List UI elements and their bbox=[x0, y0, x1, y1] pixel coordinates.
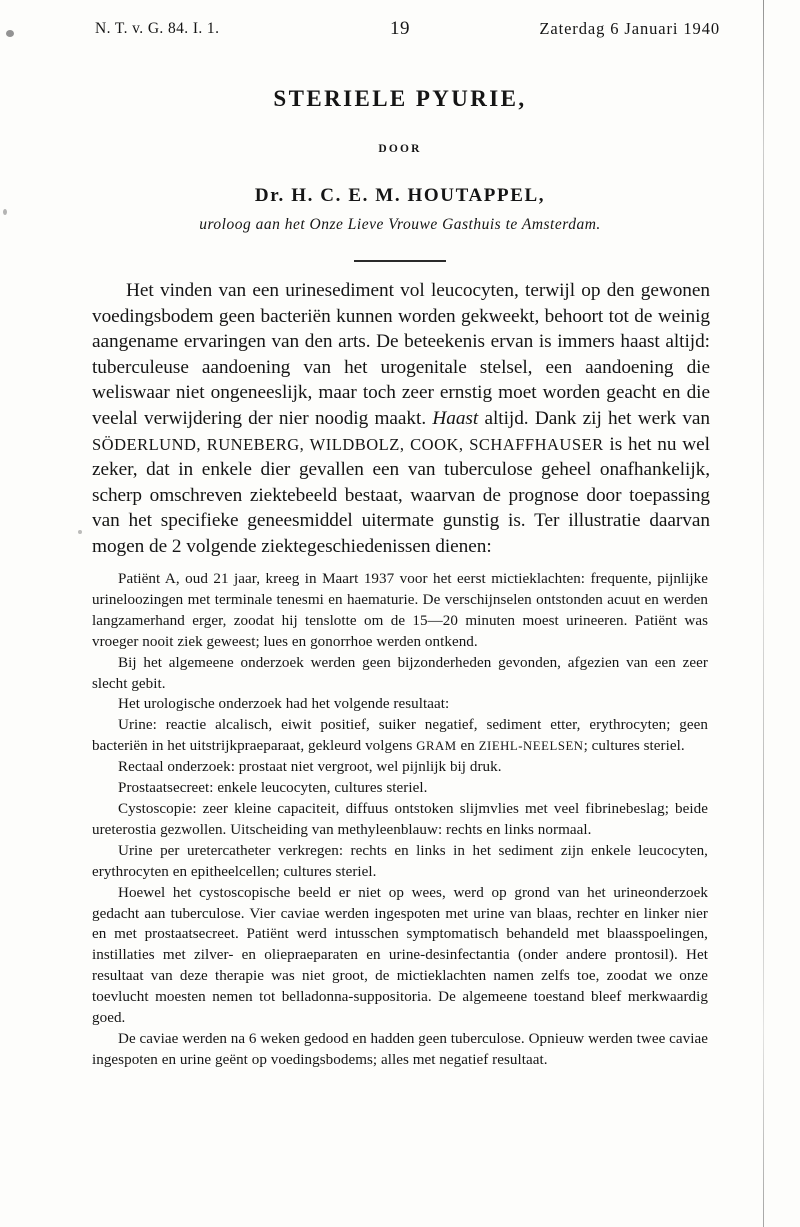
lead-text-part1: Het vinden van een urinesediment vol leucocyten, terwijl op den gewonen voedingsbodem geen bacteriën kunnen worden gekweekt, behoort tot de weinig aangename ervaringen van den arts. De beteekenis ervan is immers haast altijd: tuberculeuse aandoening van het urogenitale stelsel, een aandoening die weliswaar niet ongeneeslijk, maar toch zeer ernstig moet worden geacht en die veelal verwijdering der nier noodig maakt. bbox=[92, 280, 710, 429]
case-paragraph: Cystoscopie: zeer kleine capaciteit, diffuus ontstoken slijmvlies met veel fibrinebeslag; beide ureterostia gezwollen. Uitscheiding van methyleenblauw: rechts en links normaal. bbox=[92, 800, 708, 838]
scan-edge-artifact bbox=[763, 0, 764, 1227]
case-paragraph-urine bbox=[92, 715, 708, 757]
issue-date: Zaterdag 6 Januari 1940 bbox=[539, 19, 720, 38]
lead-emphasis: Haast bbox=[432, 407, 479, 429]
case-paragraph: Patiënt A, oud 21 jaar, kreeg in Maart 1937 voor het eerst mictieklachten: frequente, pijnlijke urineloozingen met terminale tenesmi en haematurie. De verschijnselen ontstonden acuut en werden langzamerhand erger, zoodat hij tenslotte om de 15—20 minuten moest urineeren. Patiënt was vroeger nooit ziek geweest; lues en gonorrhoe werden ontkend. bbox=[92, 571, 708, 650]
scan-speck bbox=[6, 30, 14, 37]
running-head bbox=[80, 18, 720, 42]
case-paragraph: De caviae werden na 6 weken gedood en hadden geen tuberculose. Opnieuw werden twee caviae ingespoten en urine geënt op voedingsbodems; alles met negatief resultaat. bbox=[92, 1030, 708, 1068]
byline-label: DOOR bbox=[378, 143, 422, 156]
case-paragraph: Rectaal onderzoek: prostaat niet vergroot, wel pijnlijk bij druk. bbox=[118, 759, 502, 776]
urine-conjunction: en bbox=[456, 738, 479, 755]
case-report-body bbox=[92, 569, 708, 1071]
lead-text-part2: altijd. Dank zij het werk van bbox=[478, 407, 711, 429]
section-divider-rule bbox=[354, 260, 446, 261]
journal-citation: N. T. v. G. 84. I. 1. bbox=[95, 20, 220, 37]
stain-name-ziehl-neelsen: ZIEHL-NEELSEN bbox=[478, 739, 584, 754]
cited-author-names: SÖDERLUND, RUNEBERG, WILDBOLZ, COOK, SCHAFFHAUSER bbox=[92, 434, 604, 454]
author-affiliation: uroloog aan het Onze Lieve Vrouwe Gasthuis te Amsterdam. bbox=[199, 216, 601, 234]
urine-text-part2: ; cultures steriel. bbox=[583, 738, 685, 755]
stain-name-gram: GRAM bbox=[416, 739, 457, 754]
case-paragraph: Prostaatsecreet: enkele leucocyten, cultures steriel. bbox=[118, 780, 428, 797]
scan-speck bbox=[78, 530, 82, 534]
case-paragraph: Bij het algemeene onderzoek werden geen bijzonderheden gevonden, afgezien van een zeer slecht gebit. bbox=[92, 654, 708, 692]
scan-speck bbox=[3, 209, 7, 215]
case-paragraph: Hoewel het cystoscopische beeld er niet op wees, werd op grond van het urineonderzoek gedacht aan tuberculose. Vier caviae werden ingespoten met urine van blaas, rechter en linker nier en met prostaatsecreet. Patiënt werd intusschen symptomatisch behandeld met blaasspoelingen, instillaties met zilver- en oliepraeparaten en urine-desinfectantia (onder andere prontosil). Het resultaat van deze therapie was niet groot, de mictieklachten namen zelfs toe, zoodat we onze toevlucht moesten nemen tot belladonna-suppositoria. De algemeene toestand bleef merkwaardig goed. bbox=[92, 884, 708, 1027]
article-title: STERIELE PYURIE, bbox=[273, 86, 527, 111]
case-paragraph: Urine per uretercatheter verkregen: rechts en links in het sediment zijn enkele leucocyten, erythrocyten en epitheelcellen; cultures steriel. bbox=[92, 842, 708, 880]
urine-text-part1: Urine: reactie alcalisch, eiwit positief, suiker negatief, sediment etter, erythrocyten; geen bacteriën in het uitstrijkpraeparaat, gekleurd volgens bbox=[92, 717, 708, 755]
page-number: 19 bbox=[390, 18, 410, 39]
lead-paragraph bbox=[92, 278, 710, 560]
lead-text-part3: is het nu wel zeker, dat in enkele dier gevallen een van tuberculose geheel onafhankelijk, scherp omschreven ziektebeeld bestaat, waarvan de prognose door toepassing van het specifieke geneesmiddel uitermate gunstig is. Ter illustratie daarvan mogen de 2 volgende ziektegeschiedenissen dienen: bbox=[92, 433, 710, 557]
author-name: Dr. H. C. E. M. HOUTAPPEL, bbox=[254, 185, 546, 207]
title-block bbox=[80, 86, 720, 262]
case-paragraph: Het urologische onderzoek had het volgende resultaat: bbox=[118, 696, 450, 713]
